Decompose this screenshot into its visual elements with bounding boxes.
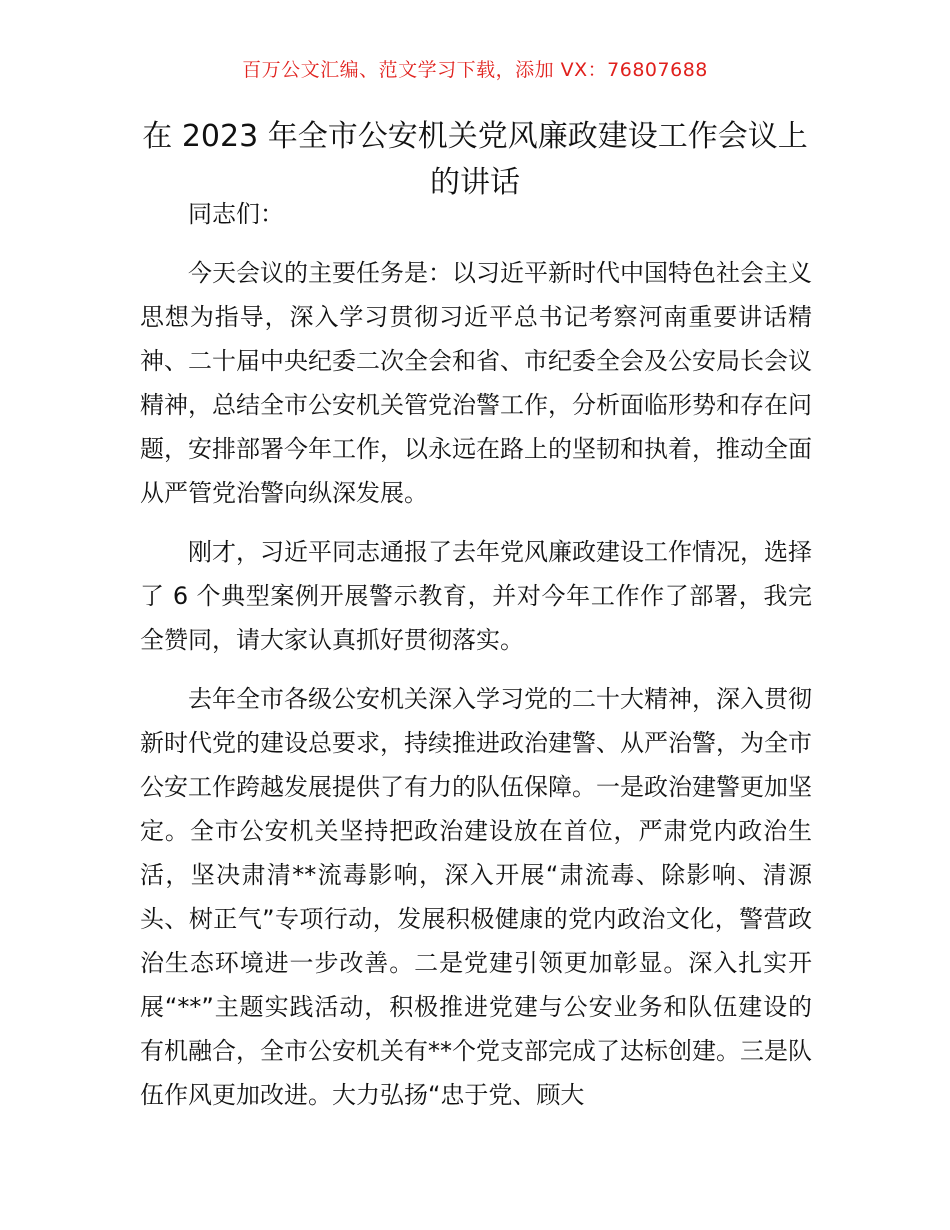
paragraph-1: 今天会议的主要任务是：以习近平新时代中国特色社会主义思想为指导，深入学习贯彻习近平总书记考察河南重要讲话精神、二十届中央纪委二次全会和省、市纪委全会及公安局长会议精神，总结全市公安机关管党治警工作，分析面临形势和存在问题，安排部署今年工作，以永远在路上的坚韧和执着，推动全面从严管党治警向纵深发展。 — [140, 259, 812, 507]
document-title: 在 2023 年全市公安机关党风廉政建设工作会议上的讲话 — [142, 119, 808, 200]
watermark-banner: 百万公文汇编、范文学习下载，添加 VX：76807688 — [242, 59, 708, 81]
salutation: 同志们： — [188, 200, 284, 228]
paragraph-3: 去年全市各级公安机关深入学习党的二十大精神，深入贯彻新时代党的建设总要求，持续推进政治建警、从严治警，为全市公安工作跨越发展提供了有力的队伍保障。一是政治建警更加坚定。全市公安机关坚持把政治建设放在首位，严肃党内政治生活，坚决肃清**流毒影响，深入开展“肃流毒、除影响、清源头、树正气”专项行动，发展积极健康的党内政治文化，警营政治生态环境进一步改善。二是党建引领更加彰显。深入扎实开展“**”主题实践活动，积极推进党建与公安业务和队伍建设的有机融合，全市公安机关有**个党支部完成了达标创建。三是队伍作风更加改进。大力弘扬“忠于党、顾大 — [140, 685, 812, 1109]
document-body — [140, 192, 812, 1132]
paragraph-2: 刚才，习近平同志通报了去年党风廉政建设工作情况，选择了 6 个典型案例开展警示教育，并对今年工作作了部署，我完全赞同，请大家认真抓好贯彻落实。 — [140, 538, 812, 654]
